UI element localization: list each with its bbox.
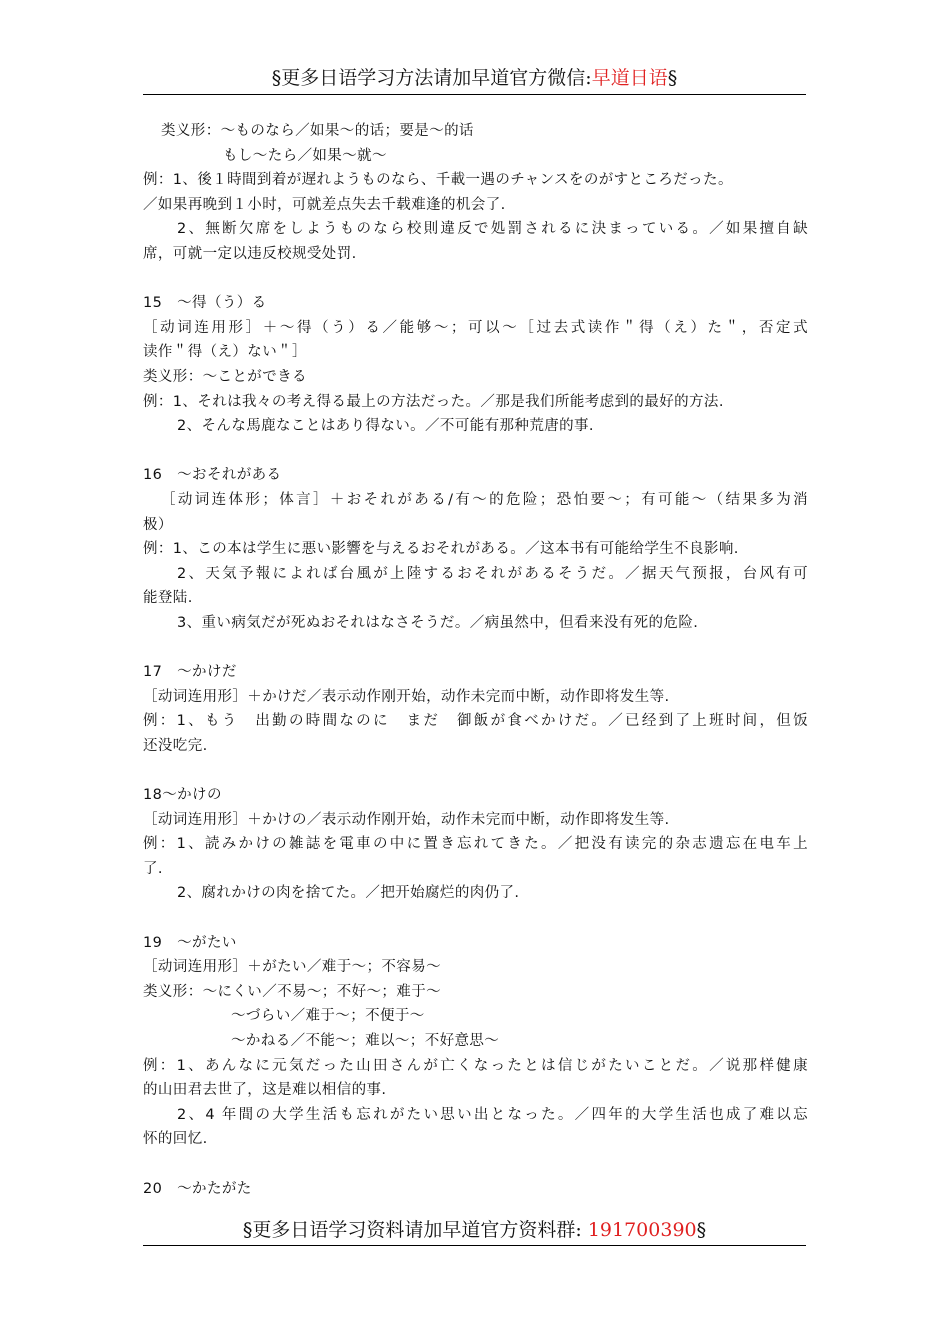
page-footer xyxy=(143,1218,806,1242)
footer-rule xyxy=(143,1245,806,1246)
text-line: ［动词连用形］＋かけだ／表示动作刚开始，动作未完而中断，动作即将发生等. xyxy=(143,688,670,705)
section-heading: 15 ～得（う）る xyxy=(143,295,267,312)
text-line: 了. xyxy=(143,860,163,877)
text-line: 例：1、この本は学生に悪い影響を与えるおそれがある。／这本书有可能给学生不良影响. xyxy=(143,541,739,558)
blank-line xyxy=(143,635,808,660)
text-line: 能登陆. xyxy=(143,590,193,607)
text-line: ［动词连用形］＋かけの／表示动作刚开始，动作未完而中断，动作即将发生等. xyxy=(143,811,670,828)
text-line: 2、腐れかけの肉を捨てた。／把开始腐烂的肉仍了. xyxy=(177,885,520,902)
header-text: §更多日语学习方法请加早道官方微信: xyxy=(271,67,592,89)
text-line: 2、4 年間の大学生活も忘れがたい思い出となった。／四年的大学生活也成了难以忘 xyxy=(177,1106,809,1123)
footer-number: 191700390 xyxy=(587,1219,697,1241)
text-line: 例：1、後１時間到着が遅れようものなら、千載一遇のチャンスをのがすところだった。 xyxy=(143,172,733,189)
text-line: 2、天気予報によれば台風が上陸するおそれがあるそうだ。／据天气预报，台风有可 xyxy=(177,565,808,582)
text-line: 怀的回忆. xyxy=(143,1131,208,1148)
blank-line xyxy=(143,439,808,464)
footer-text: §更多日语学习资料请加早道官方资料群: xyxy=(242,1219,588,1241)
text-line: 的山田君去世了，这是难以相信的事. xyxy=(143,1082,387,1099)
header-suffix: § xyxy=(667,67,678,89)
document-body xyxy=(143,119,808,1201)
page-header xyxy=(143,66,806,90)
text-line: 还没吃完. xyxy=(143,737,208,754)
text-line: 类义形：～にくい／不易～；不好～；难于～ xyxy=(143,983,441,1000)
text-line: ［动词连体形；体言］＋おそれがある/有～的危险；恐怕要～；有可能～（结果多为消 xyxy=(161,491,808,508)
text-line: ～かねる／不能～；难以～；不好意思～ xyxy=(231,1032,500,1049)
text-line: ［动词连用形］＋がたい／难于～；不容易～ xyxy=(143,959,441,976)
text-line: ／如果再晚到１小时，可就差点失去千载难逢的机会了. xyxy=(143,196,506,213)
text-line: 例：1、読みかけの雑誌を電車の中に置き忘れてきた。／把没有读完的杂志遗忘在电车上 xyxy=(143,836,808,853)
text-line: 例：1、それは我々の考え得る最上の方法だった。／那是我们所能考虑到的最好的方法. xyxy=(143,393,724,410)
text-line: 例：1、あんなに元気だった山田さんが亡くなったとは信じがたいことだ。／说那样健康 xyxy=(143,1057,808,1074)
text-line: ［动词连用形］＋～得（う）る／能够～；可以～［过去式读作＂得（え）た＂，否定式 xyxy=(143,319,808,336)
blank-line xyxy=(143,1152,808,1177)
section-heading: 17 ～かけだ xyxy=(143,664,237,681)
blank-line xyxy=(143,758,808,783)
header-rule xyxy=(143,94,806,95)
footer-suffix: § xyxy=(696,1219,707,1241)
blank-line xyxy=(143,267,808,292)
section-heading: 19 ～がたい xyxy=(143,934,237,951)
header-brand: 早道日语 xyxy=(591,67,668,89)
text-line: ～づらい／难于～；不便于～ xyxy=(231,1008,425,1025)
section-heading: 16 ～おそれがある xyxy=(143,467,282,484)
text-line: もし～たら／如果～就～ xyxy=(223,147,387,164)
section-heading: 18～かけの xyxy=(143,787,222,804)
text-line: 例：1、もう 出勤の時間なのに まだ 御飯が食べかけだ。／已经到了上班时间，但饭 xyxy=(143,713,808,730)
text-line: 2、そんな馬鹿なことはあり得ない。／不可能有那种荒唐的事. xyxy=(177,418,594,435)
text-line: 席，可就一定以违反校规受处罚. xyxy=(143,245,357,262)
section-heading: 20 ～かたがた xyxy=(143,1180,252,1197)
text-line: 3、重い病気だが死ぬおそれはなさそうだ。／病虽然中，但看来没有死的危险. xyxy=(177,614,699,631)
text-line: 读作＂得（え）ない＂］ xyxy=(143,344,307,361)
text-line: 类义形：～ものなら／如果～的话；要是～的话 xyxy=(161,123,474,139)
text-line: 2、無断欠席をしようものなら校則違反で処罰されるに決まっている。／如果擅自缺 xyxy=(177,221,808,238)
text-line: 类义形：～ことができる xyxy=(143,368,307,385)
blank-line xyxy=(143,906,808,931)
text-line: 极） xyxy=(143,516,173,533)
